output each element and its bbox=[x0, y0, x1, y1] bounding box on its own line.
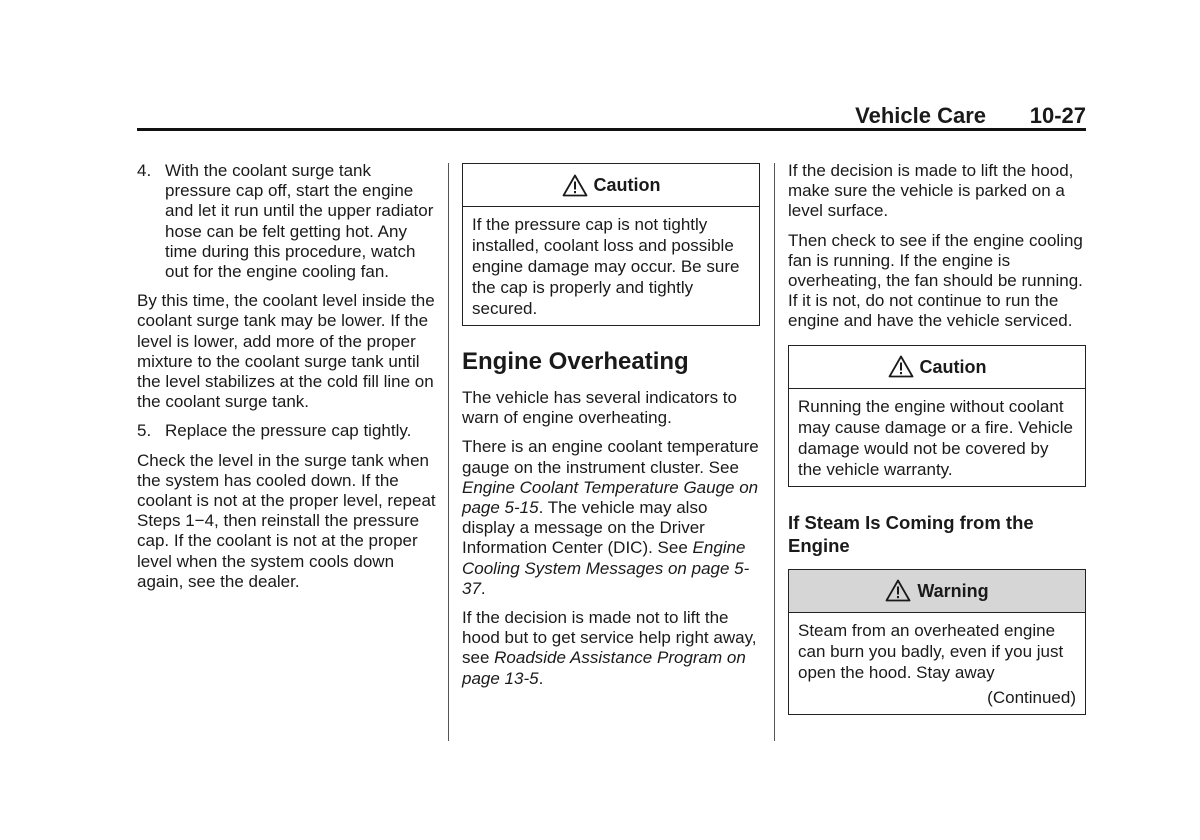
warning-header bbox=[789, 570, 1085, 613]
paragraph-roadside bbox=[462, 608, 760, 689]
caution-box-no-coolant bbox=[788, 345, 1086, 487]
text: There is an engine coolant temperature gauge on the instrument cluster. See bbox=[462, 437, 759, 477]
column-3 bbox=[788, 161, 1086, 729]
header-rule bbox=[137, 128, 1086, 131]
paragraph-gauge bbox=[462, 437, 760, 599]
step-4-continuation: By this time, the coolant level inside the coolant surge tank may be lower. If the level is lower, add more of the proper mixture to the coolant surge tank until the level stabilizes at the cold fill line on the coolant surge tank. bbox=[137, 291, 435, 412]
continued-label: (Continued) bbox=[987, 687, 1076, 707]
section-title: Vehicle Care bbox=[855, 103, 986, 128]
paragraph-lift-hood: If the decision is made to lift the hood, make sure the vehicle is parked on a level surface. bbox=[788, 161, 1074, 221]
caution-title: Caution bbox=[593, 174, 661, 195]
subheading-steam: If Steam Is Coming from the Engine bbox=[788, 511, 1034, 556]
column-1 bbox=[137, 161, 437, 601]
caution-title: Caution bbox=[919, 356, 987, 377]
cross-reference-link[interactable]: Roadside Assistance Program on page 13-5 bbox=[462, 648, 746, 688]
warning-body bbox=[789, 613, 1085, 714]
text: . bbox=[538, 668, 544, 688]
step-5-continuation: Check the level in the surge tank when the system has cooled down. If the coolant is not at the proper level, repeat Steps 1−4, then reinstall the pressure cap. If the coolant is not at the proper level when the system cools down again, see the dealer. bbox=[137, 450, 436, 591]
page-number: 10-27 bbox=[1029, 103, 1086, 128]
column-2 bbox=[462, 163, 760, 698]
caution-header bbox=[463, 164, 759, 207]
paragraph-indicators: The vehicle has several indicators to warn of engine overheating. bbox=[462, 388, 737, 428]
step-4-text: With the coolant surge tank pressure cap off, start the engine and let it run until the upper radiator hose can be felt getting hot. Any time during this procedure, watch out for the engine cooling fan. bbox=[165, 161, 434, 282]
caution-text: Running the engine without coolant may cause damage or a fire. Vehicle damage would not be covered by the vehicle warranty. bbox=[798, 396, 1073, 479]
text: If the decision is made not to lift the hood but to get service help right away, see bbox=[462, 608, 757, 668]
step-5 bbox=[137, 421, 437, 441]
step-5-number: 5. bbox=[137, 421, 152, 441]
column-divider-2 bbox=[774, 163, 775, 741]
column-divider-1 bbox=[448, 163, 449, 741]
caution-header bbox=[789, 346, 1085, 389]
warning-triangle-icon bbox=[885, 579, 911, 602]
warning-text: Steam from an overheated engine can burn you badly, even if you just open the hood. Stay away bbox=[798, 620, 1064, 682]
text: . bbox=[480, 578, 486, 598]
step-4 bbox=[137, 161, 437, 282]
paragraph-cooling-fan: Then check to see if the engine cooling fan is running. If the engine is overheating, the fan should be running. If it is not, do not continue to run the engine and have the vehicle serviced. bbox=[788, 230, 1083, 331]
warning-triangle-icon bbox=[562, 174, 588, 197]
section-heading-engine-overheating: Engine Overheating bbox=[462, 348, 689, 375]
page-header bbox=[137, 100, 1086, 130]
warning-title: Warning bbox=[917, 580, 989, 601]
text: . The vehicle may also display a message on the Driver Information Center (DIC). See bbox=[462, 498, 708, 558]
caution-box-pressure-cap bbox=[462, 163, 760, 326]
step-5-text: Replace the pressure cap tightly. bbox=[165, 421, 412, 441]
step-4-number: 4. bbox=[137, 161, 152, 180]
warning-box-steam bbox=[788, 569, 1086, 715]
cross-reference-link[interactable]: Engine Cooling System Messages on page 5-37 bbox=[462, 538, 750, 598]
warning-triangle-icon bbox=[888, 355, 914, 378]
cross-reference-link[interactable]: Engine Coolant Temperature Gauge on page 5-15 bbox=[462, 477, 759, 518]
caution-text: If the pressure cap is not tightly installed, coolant loss and possible engine damage may occur. Be sure the cap is properly and tightly secured. bbox=[472, 215, 740, 318]
